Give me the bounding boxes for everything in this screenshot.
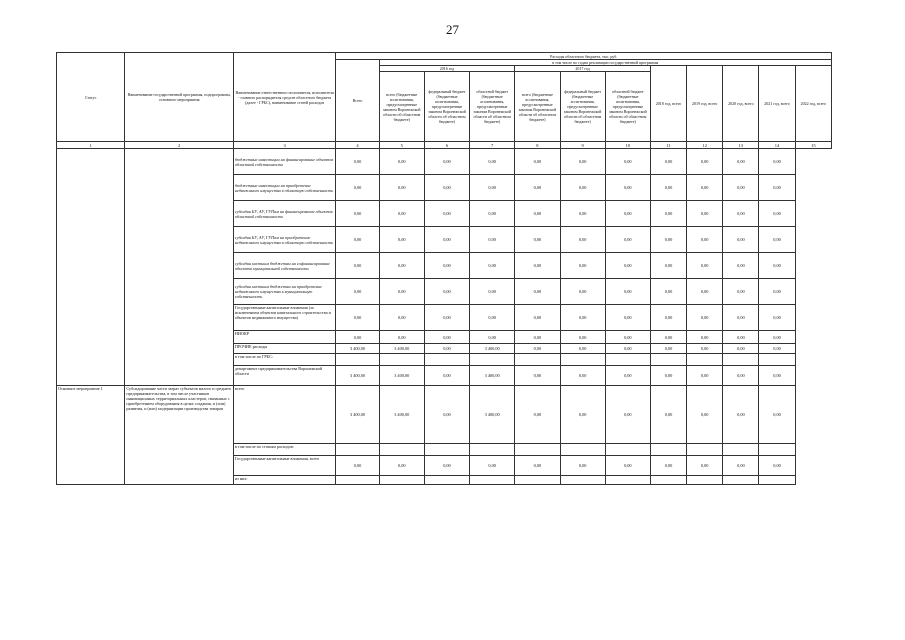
- value-cell: 0,00: [759, 279, 795, 305]
- value-cell: 0,00: [515, 366, 560, 386]
- empty-cell: [424, 476, 469, 485]
- value-cell: 0,00: [515, 149, 560, 175]
- value-cell: 0,00: [687, 331, 723, 344]
- header-year-2017: 2017 год: [515, 66, 651, 72]
- value-cell: 0,00: [687, 386, 723, 444]
- empty-cell: [650, 476, 686, 485]
- value-cell: 0,00: [470, 175, 515, 201]
- value-cell: 0,00: [759, 386, 795, 444]
- empty-cell: [723, 476, 759, 485]
- value-cell: 0,00: [515, 344, 560, 354]
- empty-cell: [336, 476, 379, 485]
- value-cell: 0,00: [379, 175, 424, 201]
- value-cell: 0,00: [379, 227, 424, 253]
- col-num: 2: [125, 142, 234, 149]
- value-cell: 0,00: [759, 175, 795, 201]
- col-num: 10: [605, 142, 650, 149]
- name-cell-empty: [125, 149, 234, 386]
- value-cell: 0,00: [650, 366, 686, 386]
- value-cell: 0,00: [515, 279, 560, 305]
- value-cell: 0,00: [560, 149, 605, 175]
- value-cell: 0,00: [605, 227, 650, 253]
- page-number: 27: [446, 22, 459, 37]
- empty-cell: [723, 444, 759, 456]
- value-cell: 0,00: [424, 253, 469, 279]
- empty-cell: [650, 444, 686, 456]
- value-cell: 0,00: [605, 201, 650, 227]
- value-cell: 0,00: [515, 201, 560, 227]
- value-cell: 0,00: [336, 149, 379, 175]
- value-cell: 0,00: [687, 344, 723, 354]
- value-cell: 0,00: [424, 279, 469, 305]
- value-cell: 0,00: [650, 456, 686, 476]
- empty-cell: [470, 354, 515, 366]
- value-cell: 0,00: [759, 227, 795, 253]
- value-cell: 0,00: [687, 279, 723, 305]
- value-cell: 0,00: [759, 366, 795, 386]
- value-cell: 0,00: [424, 456, 469, 476]
- value-cell: 0,00: [650, 149, 686, 175]
- value-cell: 0,00: [424, 366, 469, 386]
- value-cell: 0,00: [560, 305, 605, 331]
- value-cell: 0,00: [424, 386, 469, 444]
- empty-cell: [379, 476, 424, 485]
- value-cell: 0,00: [515, 175, 560, 201]
- empty-cell: [759, 354, 795, 366]
- col-num: 4: [336, 142, 379, 149]
- expense-label: субсидии БУ, АУ, ГУПам на приобретение недвижимого имущества в областную собственность: [233, 227, 336, 253]
- value-cell: 0,00: [560, 456, 605, 476]
- value-cell: 0,00: [650, 279, 686, 305]
- value-cell: 0,00: [470, 253, 515, 279]
- value-cell: 0,00: [687, 227, 723, 253]
- header-incl-realization: в том числе по годам реализации государственной программы: [379, 60, 831, 66]
- value-cell: 0,00: [470, 456, 515, 476]
- empty-cell: [336, 444, 379, 456]
- value-cell: 0,00: [379, 149, 424, 175]
- value-cell: 0,00: [650, 253, 686, 279]
- value-cell: 0,00: [379, 279, 424, 305]
- empty-cell: [336, 354, 379, 366]
- empty-cell: [687, 354, 723, 366]
- header-2020: 2020 год, всего: [723, 66, 759, 142]
- value-cell: 0,00: [759, 344, 795, 354]
- value-cell: 0,00: [560, 175, 605, 201]
- value-cell: 0,00: [759, 456, 795, 476]
- value-cell: 0,00: [424, 344, 469, 354]
- budget-table: [56, 52, 832, 485]
- value-cell: 3 400,00: [379, 366, 424, 386]
- value-cell: 0,00: [723, 149, 759, 175]
- value-cell: 0,00: [605, 366, 650, 386]
- value-cell: 0,00: [687, 366, 723, 386]
- value-cell: 0,00: [424, 201, 469, 227]
- col-num: 7: [470, 142, 515, 149]
- header-year-2016: 2016 год: [379, 66, 515, 72]
- header-2017-federal: федеральный бюджет (бюджетные ассигнования, предусмотренные законом Воронежской области об областном бюджете): [560, 72, 605, 142]
- main-event-name: Субсидирование части затрат субъектов малого и среднего предпринимательства, в том числе участников инновационных территориальных кластеров, связанных с приобретением оборудования в целях создания, и (или) развития, и (или) модернизации производства товаров: [125, 386, 234, 485]
- col-num: 14: [759, 142, 795, 149]
- value-cell: 0,00: [605, 386, 650, 444]
- empty-cell: [687, 444, 723, 456]
- header-2016-federal: федеральный бюджет (бюджетные ассигнования, предусмотренные законом Воронежской области об областном бюджете): [424, 72, 469, 142]
- value-cell: 0,00: [687, 201, 723, 227]
- col-num: 6: [424, 142, 469, 149]
- value-cell: 0,00: [424, 175, 469, 201]
- value-cell: 0,00: [650, 386, 686, 444]
- header-2021: 2021 год, всего: [759, 66, 795, 142]
- value-cell: 0,00: [605, 279, 650, 305]
- value-cell: 0,00: [470, 201, 515, 227]
- col-num: 9: [560, 142, 605, 149]
- value-cell: 0,00: [470, 279, 515, 305]
- col-num: 11: [650, 142, 686, 149]
- value-cell: 0,00: [560, 344, 605, 354]
- value-cell: 3 400,00: [336, 344, 379, 354]
- value-cell: 0,00: [605, 344, 650, 354]
- value-cell: 0,00: [379, 201, 424, 227]
- header-2022: 2022 год, всего: [795, 66, 831, 142]
- value-cell: 0,00: [605, 305, 650, 331]
- empty-cell: [759, 476, 795, 485]
- col-num: 5: [379, 142, 424, 149]
- empty-cell: [650, 354, 686, 366]
- value-cell: 0,00: [336, 305, 379, 331]
- value-cell: 0,00: [723, 366, 759, 386]
- value-cell: 0,00: [424, 149, 469, 175]
- value-cell: 0,00: [650, 227, 686, 253]
- value-cell: 0,00: [759, 149, 795, 175]
- empty-cell: [470, 476, 515, 485]
- value-cell: 0,00: [470, 149, 515, 175]
- value-cell: 0,00: [605, 331, 650, 344]
- empty-cell: [515, 354, 560, 366]
- expense-label: бюджетные инвестиции на приобретение недвижимого имущества в областную собственность: [233, 175, 336, 201]
- expense-label: бюджетные инвестиции на финансирование объектов областной собственности: [233, 149, 336, 175]
- table-row: [57, 149, 832, 175]
- empty-cell: [424, 354, 469, 366]
- empty-cell: [687, 476, 723, 485]
- value-cell: 0,00: [560, 366, 605, 386]
- header-name: Наименование государственной программы, подпрограммы, основного мероприятия: [125, 53, 234, 142]
- expense-label: Государственные капитальные вложения (за исключением объектов капитального строительства и объектов недвижимого имущества): [233, 305, 336, 331]
- expense-label: субсидии местным бюджетам на софинансирование объектов муниципальной собственности: [233, 253, 336, 279]
- value-cell: 0,00: [723, 331, 759, 344]
- value-cell: 0,00: [687, 456, 723, 476]
- table-row: [57, 386, 832, 444]
- value-cell: 3 400,00: [470, 366, 515, 386]
- value-cell: 0,00: [723, 201, 759, 227]
- value-cell: 0,00: [759, 253, 795, 279]
- value-cell: 0,00: [723, 227, 759, 253]
- header-2017-regional: областной бюджет (бюджетные ассигнования, предусмотренные законом Воронежской области об областном бюджете): [605, 72, 650, 142]
- value-cell: 0,00: [723, 175, 759, 201]
- value-cell: 0,00: [759, 331, 795, 344]
- value-cell: 0,00: [560, 253, 605, 279]
- empty-cell: [605, 476, 650, 485]
- empty-cell: [560, 476, 605, 485]
- value-cell: 0,00: [560, 386, 605, 444]
- value-cell: 0,00: [470, 227, 515, 253]
- value-cell: 0,00: [515, 253, 560, 279]
- expense-label: НИОКР: [233, 331, 336, 344]
- value-cell: 0,00: [605, 456, 650, 476]
- header-2017-total: всего (бюджетные ассигнования, предусмотренные законом Воронежской области об областном бюджете): [515, 72, 560, 142]
- empty-cell: [470, 444, 515, 456]
- header-executor: Наименование ответственного исполнителя, исполнителя - главного распорядителя средств областного бюджета (далее - ГРБС), наименование статей расходов: [233, 53, 336, 142]
- value-cell: 0,00: [336, 227, 379, 253]
- value-cell: 0,00: [723, 305, 759, 331]
- expense-label: субсидии БУ, АУ, ГУПам на финансирование объектов областной собственности: [233, 201, 336, 227]
- value-cell: 3 400,00: [336, 386, 379, 444]
- value-cell: 0,00: [379, 331, 424, 344]
- value-cell: 0,00: [687, 305, 723, 331]
- value-cell: 3 400,00: [470, 344, 515, 354]
- col-num: 13: [723, 142, 759, 149]
- column-number-row: [57, 142, 832, 149]
- value-cell: 0,00: [723, 344, 759, 354]
- empty-cell: [560, 444, 605, 456]
- value-cell: 3 400,00: [470, 386, 515, 444]
- value-cell: 0,00: [336, 331, 379, 344]
- empty-cell: [515, 476, 560, 485]
- capital-label: Государственные капитальные вложения, всего: [233, 456, 336, 476]
- value-cell: 0,00: [723, 456, 759, 476]
- value-cell: 0,00: [723, 279, 759, 305]
- value-cell: 0,00: [650, 331, 686, 344]
- value-cell: 0,00: [687, 253, 723, 279]
- of-which-label: из них:: [233, 476, 336, 485]
- col-num: 1: [57, 142, 125, 149]
- value-cell: 0,00: [605, 253, 650, 279]
- value-cell: 0,00: [515, 456, 560, 476]
- value-cell: 0,00: [650, 175, 686, 201]
- value-cell: 0,00: [470, 331, 515, 344]
- empty-cell: [424, 444, 469, 456]
- value-cell: 0,00: [336, 279, 379, 305]
- value-cell: 0,00: [560, 331, 605, 344]
- empty-cell: [379, 444, 424, 456]
- expense-label: субсидии местным бюджетам на приобретение недвижимого имущества в муниципальную собственность: [233, 279, 336, 305]
- value-cell: 0,00: [336, 201, 379, 227]
- header-2019: 2019 год, всего: [687, 66, 723, 142]
- status-cell-empty: [57, 149, 125, 386]
- value-cell: 0,00: [560, 279, 605, 305]
- empty-cell: [605, 444, 650, 456]
- main-event-status: Основное мероприятие 1: [57, 386, 125, 485]
- value-cell: 0,00: [560, 201, 605, 227]
- incl-articles-label: в том числе по статьям расходов:: [233, 444, 336, 456]
- value-cell: 0,00: [379, 305, 424, 331]
- value-cell: 0,00: [723, 253, 759, 279]
- dept-label: департамент предпринимательства Воронежской области: [233, 366, 336, 386]
- col-num: 12: [687, 142, 723, 149]
- empty-cell: [759, 444, 795, 456]
- value-cell: 0,00: [470, 305, 515, 331]
- expense-label: ПРОЧИЕ расходы: [233, 344, 336, 354]
- value-cell: 0,00: [687, 149, 723, 175]
- value-cell: 0,00: [759, 305, 795, 331]
- value-cell: 0,00: [605, 175, 650, 201]
- value-cell: 0,00: [650, 344, 686, 354]
- value-cell: 3 400,00: [379, 386, 424, 444]
- col-num: 3: [233, 142, 336, 149]
- empty-cell: [379, 354, 424, 366]
- value-cell: 0,00: [723, 386, 759, 444]
- value-cell: 0,00: [336, 175, 379, 201]
- header-total: Всего: [336, 60, 379, 142]
- col-num: 8: [515, 142, 560, 149]
- value-cell: 0,00: [605, 149, 650, 175]
- value-cell: 0,00: [424, 227, 469, 253]
- value-cell: 0,00: [687, 175, 723, 201]
- header-2016-regional: областной бюджет (бюджетные ассигнования, предусмотренные законом Воронежской области об областном бюджете): [470, 72, 515, 142]
- value-cell: 0,00: [424, 331, 469, 344]
- value-cell: 0,00: [336, 253, 379, 279]
- value-cell: 0,00: [515, 305, 560, 331]
- value-cell: 0,00: [379, 253, 424, 279]
- empty-cell: [723, 354, 759, 366]
- header-2018: 2018 год, всего: [650, 66, 686, 142]
- header-expenses: Расходы областного бюджета, тыс. руб.: [336, 53, 832, 60]
- value-cell: 3 400,00: [379, 344, 424, 354]
- header-status: Статус: [57, 53, 125, 142]
- value-cell: 3 400,00: [336, 366, 379, 386]
- value-cell: 0,00: [515, 331, 560, 344]
- value-cell: 0,00: [424, 305, 469, 331]
- value-cell: 0,00: [650, 201, 686, 227]
- empty-cell: [515, 444, 560, 456]
- value-cell: 0,00: [515, 386, 560, 444]
- col-num: 15: [795, 142, 831, 149]
- value-cell: 0,00: [379, 456, 424, 476]
- empty-cell: [605, 354, 650, 366]
- value-cell: 0,00: [759, 201, 795, 227]
- empty-cell: [560, 354, 605, 366]
- main-event-total-label: всего: [233, 386, 336, 444]
- value-cell: 0,00: [650, 305, 686, 331]
- value-cell: 0,00: [515, 227, 560, 253]
- header-2016-total: всего (бюджетные ассигнования, предусмотренные законом Воронежской области об областном бюджете): [379, 72, 424, 142]
- incl-grbs-label: в том числе по ГРБС:: [233, 354, 336, 366]
- value-cell: 0,00: [560, 227, 605, 253]
- value-cell: 0,00: [336, 456, 379, 476]
